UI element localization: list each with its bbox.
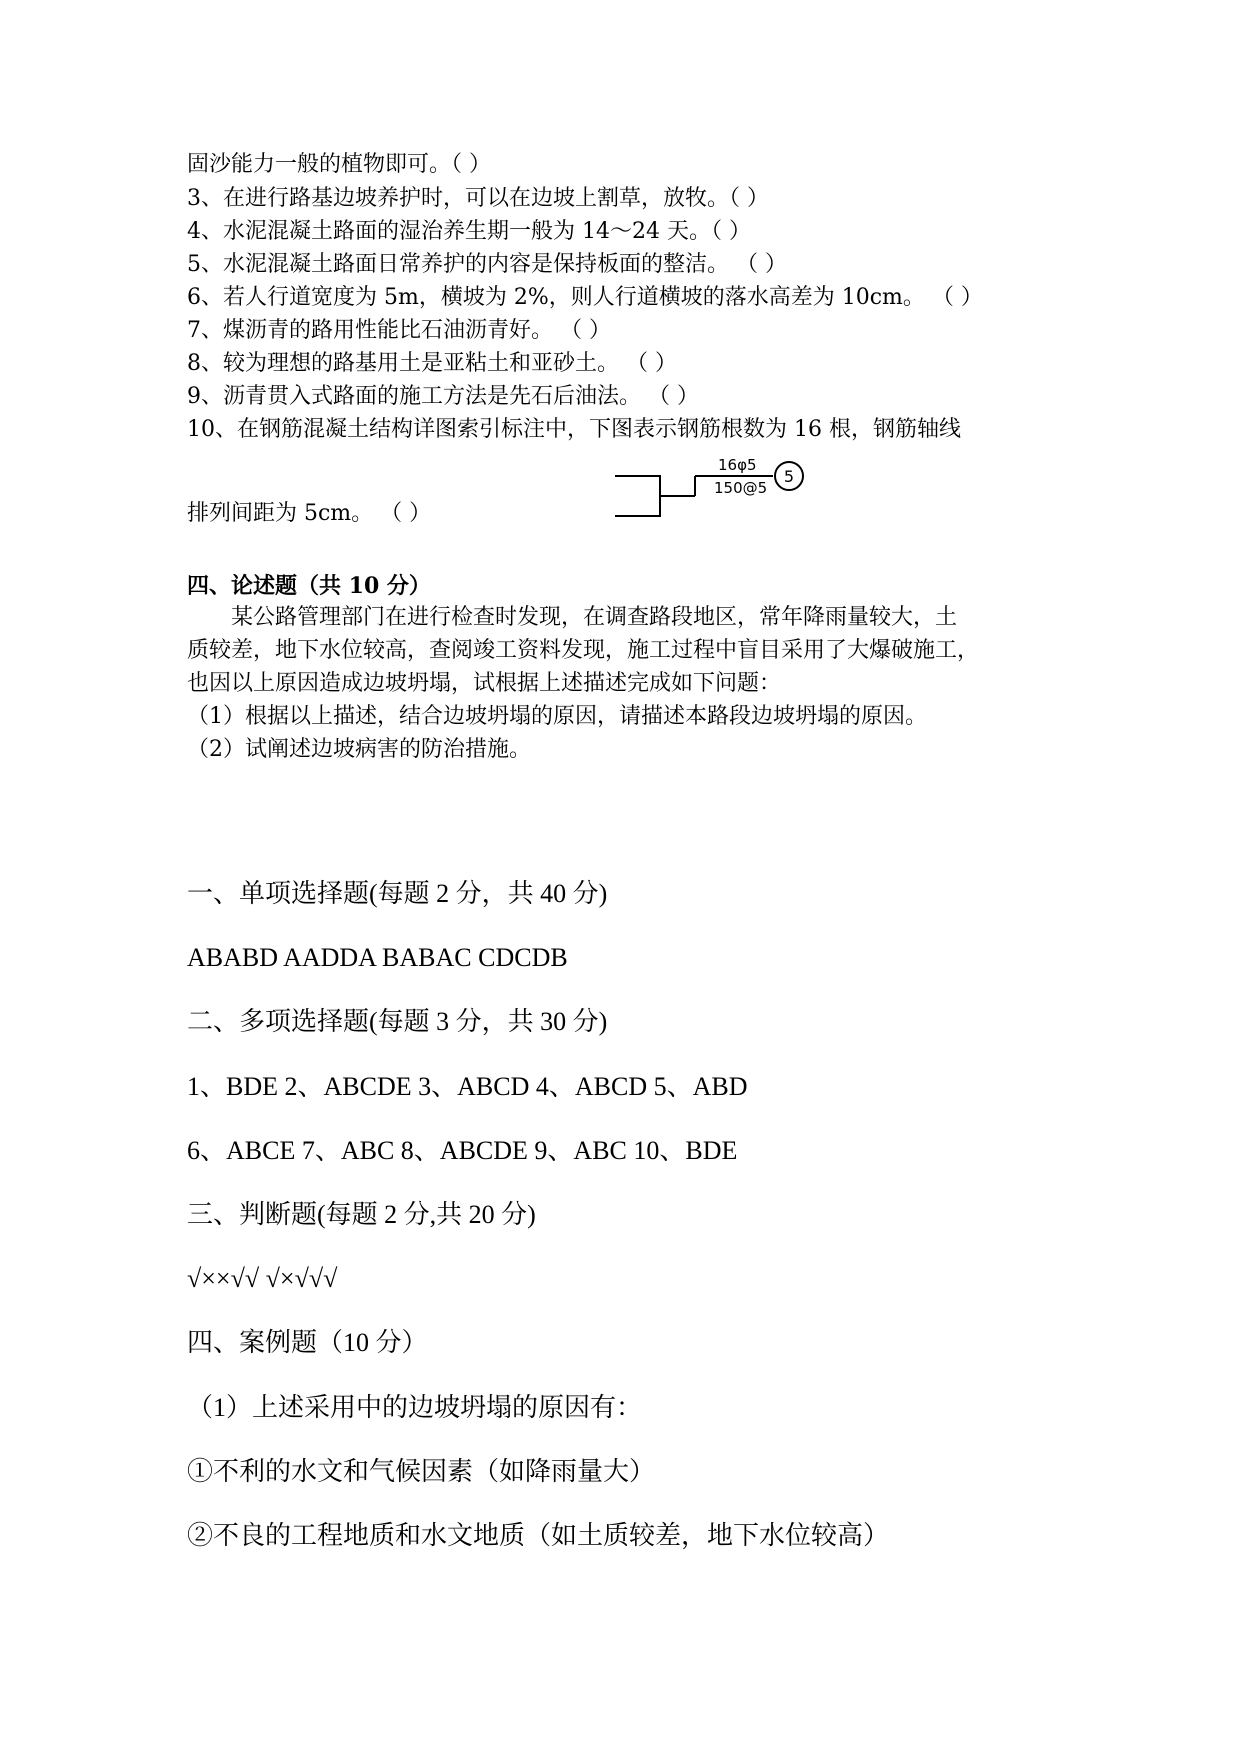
answer-multi-choice-row-2: 6、ABCE 7、ABC 8、ABCDE 9、ABC 10、BDE: [187, 1136, 738, 1165]
answer-case-reason-1: ①不利的水文和气候因素（如降雨量大）: [187, 1457, 656, 1486]
answer-case-item-1: （1）上述采用中的边坡坍塌的原因有：: [187, 1393, 643, 1422]
essay-paragraph-line: 某公路管理部门在进行检查时发现，在调查路段地区，常年降雨量较大，土: [231, 605, 958, 630]
question-line-8: 8、较为理想的路基用土是亚粘土和亚砂土。 （ ）: [187, 351, 677, 376]
question-line-7: 7、煤沥青的路用性能比石油沥青好。 （ ）: [187, 318, 611, 343]
figure-label-top: 16φ5: [718, 456, 757, 474]
question-line-9: 9、沥青贯入式路面的施工方法是先石后油法。 （ ）: [187, 384, 699, 409]
answer-single-choice: ABABD AADDA BABAC CDCDB: [187, 943, 568, 972]
essay-paragraph-line: 质较差，地下水位较高，查阅竣工资料发现，施工过程中盲目采用了大爆破施工，: [187, 638, 980, 663]
rebar-index-figure: [615, 455, 825, 525]
essay-item-1: （1）根据以上描述，结合边坡坍塌的原因，请描述本路段边坡坍塌的原因。: [187, 704, 927, 729]
answer-true-false: √××√√ √×√√√: [187, 1264, 338, 1293]
question-line-3: 3、在进行路基边坡养护时，可以在边坡上割草，放牧。（ ）: [187, 186, 769, 211]
question-line-2-cont: 固沙能力一般的植物即可。（ ）: [187, 152, 491, 177]
figure-bracket: [615, 476, 660, 516]
answer-heading-single-choice: 一、单项选择题(每题 2 分，共 40 分): [187, 879, 608, 908]
question-line-6: 6、若人行道宽度为 5m，横坡为 2%，则人行道横坡的落水高差为 10cm。 （ ）: [187, 285, 983, 310]
question-line-10: 10、在钢筋混凝土结构详图索引标注中，下图表示钢筋根数为 16 根，钢筋轴线: [187, 417, 961, 442]
question-line-5: 5、水泥混凝土路面日常养护的内容是保持板面的整洁。 （ ）: [187, 252, 787, 277]
question-line-4: 4、水泥混凝土路面的湿治养生期一般为 14～24 天。（ ）: [187, 219, 751, 244]
figure-circle-number: 5: [783, 467, 795, 486]
answer-case-reason-2: ②不良的工程地质和水文地质（如土质较差，地下水位较高）: [187, 1521, 890, 1550]
essay-heading: 四、论述题（共 10 分）: [187, 573, 431, 599]
answer-multi-choice-row-1: 1、BDE 2、ABCDE 3、ABCD 4、ABCD 5、ABD: [187, 1072, 748, 1101]
answer-heading-case: 四、案例题（10 分）: [187, 1328, 428, 1357]
essay-item-2: （2）试阐述边坡病害的防治措施。: [187, 737, 531, 762]
essay-paragraph-line: 也因以上原因造成边坡坍塌，试根据上述描述完成如下问题：: [187, 671, 782, 696]
question-line-10-cont: 排列间距为 5cm。 （ ）: [187, 501, 432, 526]
answer-heading-true-false: 三、判断题(每题 2 分,共 20 分): [187, 1200, 536, 1229]
answer-heading-multi-choice: 二、多项选择题(每题 3 分，共 30 分): [187, 1007, 608, 1036]
figure-label-bottom: 150@5: [714, 479, 768, 497]
